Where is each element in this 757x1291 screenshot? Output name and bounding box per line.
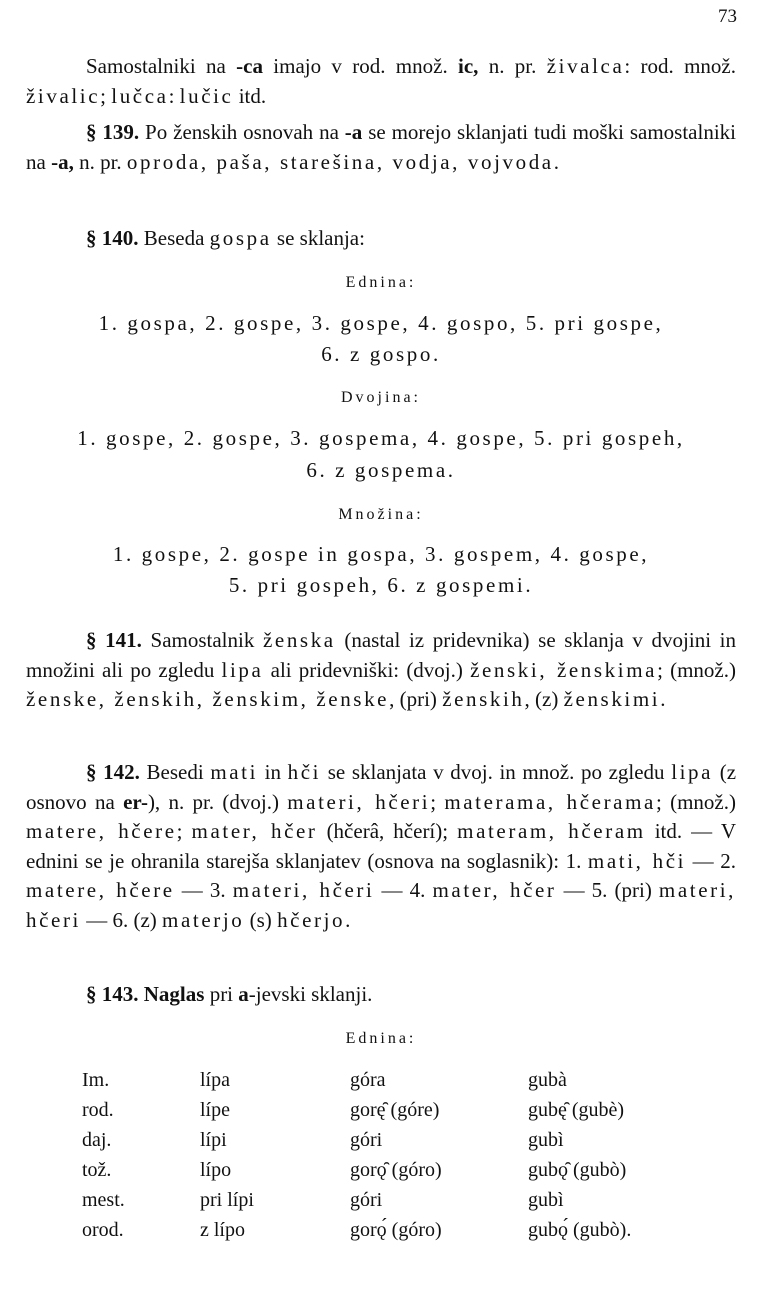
table-cell: gubì [528,1189,564,1211]
table-cell: gubǫ́ (gubò). [528,1219,632,1241]
case-label: orod. [82,1219,124,1241]
table-row [82,1215,698,1245]
table-cell: gubǫ̑ (gubò) [528,1159,627,1181]
table-cell: pri lípi [200,1189,254,1211]
case-label: daj. [82,1129,112,1151]
table-row [82,1185,698,1215]
paragraph-142: § 142. Besedi mati in hči se sklanjata v dvoj. in množ. po zgledu lipa (z osnovo na er-), n. pr. (dvoj.) materi, hčeri; materama, hčerama; (množ.) matere, hčere; mater, hčer (hčerâ, hčerí); materam, hčeram itd. — V ednini se je ohranila starejša sklanjatev (osnova na soglasnik): 1. mati, hči — 2. matere, hčere — 3. materi, hčeri — 4. mater, hčer — 5. (pri) materi, hčeri — 6. (z) materjo (s) hčerjo. [26,760,737,932]
table-cell: z lípo [200,1219,245,1241]
paragraph-140: § 140. Beseda gospa se sklanja: [86,226,365,250]
dvojina-line-1: 1. gospe, 2. gospe, 3. gospema, 4. gospe, 5. pri gospeh, [77,426,685,450]
table-row [82,1065,698,1095]
table-row [82,1095,698,1125]
mnozina-line-1: 1. gospe, 2. gospe in gospa, 3. gospem, 4. gospe, [112,542,650,566]
table-cell: lípi [200,1129,227,1151]
case-label: Im. [82,1069,110,1091]
table-cell: góra [350,1069,386,1091]
ednina-line-1: 1. gospa, 2. gospe, 3. gospe, 4. gospo, 5. pri gospe, [98,311,664,335]
paragraph-ca-nouns: Samostalniki na -ca imajo v rod. množ. ic, n. pr. živalca: rod. množ. živalic; lučca: lučic itd. [26,54,736,108]
case-label: tož. [82,1159,112,1181]
table-cell: lípo [200,1159,232,1181]
table-cell: gubę̑ (gubè) [528,1099,625,1121]
paragraph-143: § 143. Naglas pri a-jevski sklanji. [86,982,373,1006]
table-row [82,1155,698,1185]
case-label: mest. [82,1189,125,1211]
table-cell: gorǫ́ (góro) [350,1219,442,1241]
table-cell: gorę̑ (góre) [350,1099,440,1121]
case-label: rod. [82,1099,114,1121]
table-row [82,1125,698,1155]
accent-declension-table [82,1065,698,1245]
page-number: 73 [718,6,737,27]
mnozina-line-2: 5. pri gospeh, 6. z gospemi. [228,573,534,597]
ednina-line-2: 6. z gospo. [321,342,441,366]
table-cell: gubà [528,1069,567,1091]
heading-ednina: Ednina: [345,274,417,291]
table-cell: lípe [200,1099,230,1121]
heading-dvojina: Dvojina: [341,389,421,406]
table-cell: gubì [528,1129,564,1151]
paragraph-141: § 141. Samostalnik ženska (nastal iz pridevnika) se sklanja v dvojini in množini ali po zgledu lipa ali pridevniški: (dvoj.) ženski, ženskima; (množ.) ženske, ženskih, ženskim, ženske, (pri) ženskih, (z) ženskimi. [26,628,736,711]
dvojina-line-2: 6. z gospema. [306,458,456,482]
table-cell: gorǫ̑ (góro) [350,1159,442,1181]
heading-table-ednina: Ednina: [345,1030,417,1047]
table-cell: lípa [200,1069,230,1091]
table-cell: góri [350,1129,383,1151]
heading-mnozina: Množina: [338,506,424,523]
table-cell: góri [350,1189,383,1211]
paragraph-139: § 139. Po ženskih osnovah na -a se morejo sklanjati tudi moški samostalniki na -a, n. pr. oproda, paša, starešina, vodja, vojvoda. [26,120,736,174]
